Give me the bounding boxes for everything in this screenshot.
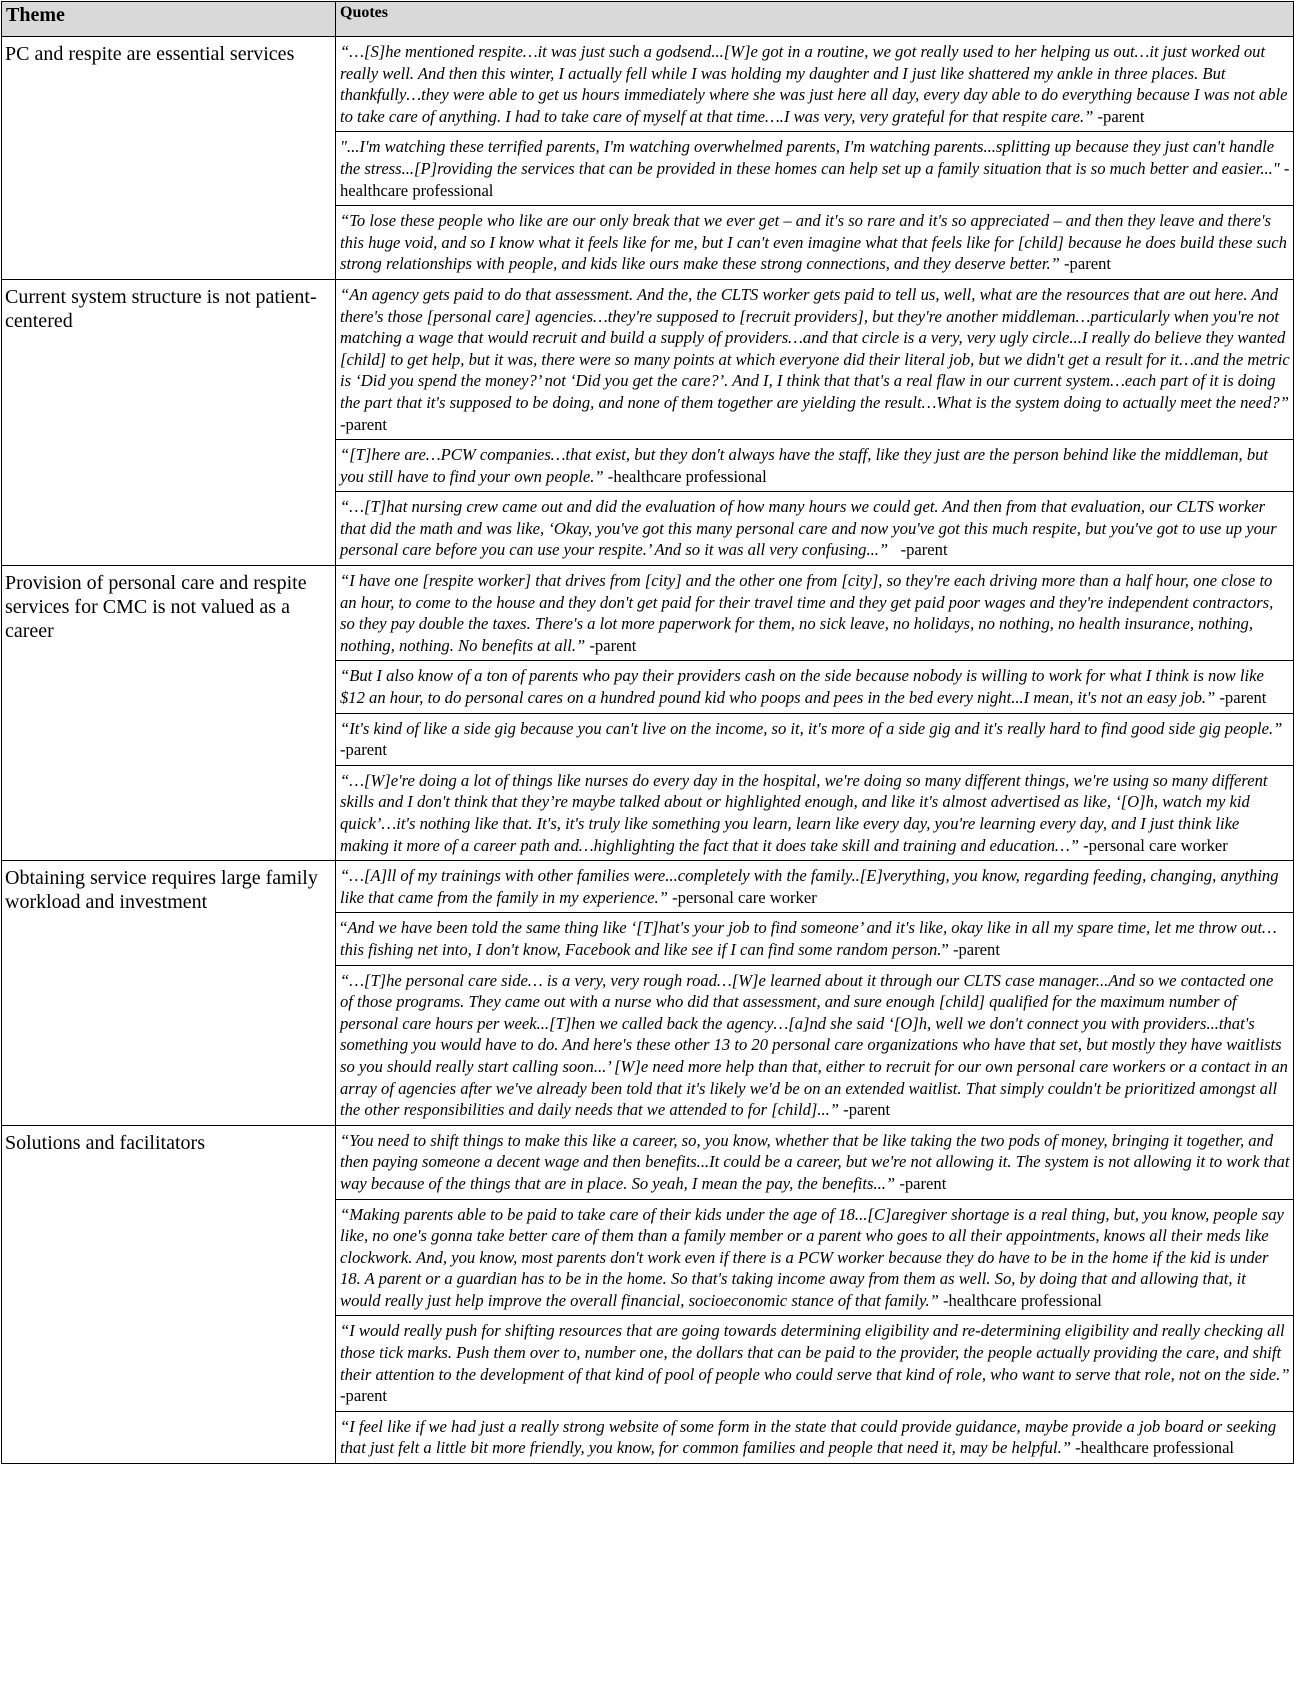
- quote-text: “…[T]hat nursing crew came out and did the evaluation of how many hours we could get. And then from that evaluation, our CLTS worker that did the math and was like, ‘Okay, you've got this many personal care and now you've got this much respite, but you've got to use up your personal care before you can use your respite.’ And so it was all very confusing...”: [340, 497, 1277, 560]
- quote-attribution: -parent: [1093, 106, 1145, 126]
- quote-text: “…[W]e're doing a lot of things like nurses do every day in the hospital, we're doing so many different things, we're using so many different skills and I don't think that they’re maybe talked about or highlighted enough, and like it's almost advertised as like, ‘[O]h, watch my kid quick’…it's nothing like that. It's, it's truly like something you learn, learn like every day, you're learning every day, and I just think like making it more of a career path and…highlighting the fact that it does take skill and training and education…”: [340, 770, 1268, 855]
- quote-attribution: -healthcare professional: [340, 158, 1290, 200]
- quote-cell: [336, 37, 1294, 132]
- quote-text: “I have one [respite worker] that drives from [city] and the other one from [city], so they're each driving more than a half hour, one close to an hour, to come to the house and they don't get paid for their travel time and they get paid poor wages and they're independent contractors, so they pay double the taxes. There's a lot more paperwork for them, no sick leave, no holidays, no nothing, no health insurance, nothing, nothing, nothing. No benefits at all.”: [340, 571, 1274, 655]
- theme-cell: Solutions and facilitators: [2, 1125, 336, 1463]
- quote-attribution: -healthcare professional: [1070, 1438, 1235, 1458]
- quote-attribution: -parent: [1215, 688, 1267, 708]
- quote-text: “It's kind of like a side gig because you can't live on the income, so it, it's more of a side gig and it's really hard to find good side gig people.”: [340, 718, 1283, 738]
- quote-attribution: -parent: [1059, 254, 1112, 274]
- quote-cell: [336, 765, 1294, 860]
- quote-cell: [336, 913, 1294, 965]
- quote-open-mark: “: [340, 918, 348, 938]
- quote-cell: [336, 1199, 1294, 1316]
- theme-cell: Obtaining service requires large family workload and investment: [2, 861, 336, 1126]
- quote-text: “You need to shift things to make this like a career, so, you know, whether that be like taking the two pods of money, bringing it together, and then paying someone a decent wage and then benefits...It could be a career, but we're not allowing it. The system is not allowing it to work that way because of the things that are in place. So yeah, I mean the pay, the benefits...”: [340, 1130, 1290, 1193]
- quote-attribution: -parent: [585, 635, 637, 655]
- theme-cell: Current system structure is not patient-centered: [2, 279, 336, 565]
- quote-cell: [336, 566, 1294, 661]
- quote-text: "...I'm watching these terrified parents, I'm watching overwhelmed parents, I'm watching parents...splitting up because they just can't handle the stress...[P]roviding the services that can be provided in these homes can help set up a family situation that is so much better and easier...": [340, 137, 1280, 178]
- quote-text: “…[A]ll of my trainings with other families were...completely with the family..[E]verything, you know, regarding feeding, changing, anything like that came from the family in my experience.”: [340, 866, 1279, 907]
- quote-attribution: -parent: [839, 1100, 891, 1120]
- quote-cell: [336, 1316, 1294, 1411]
- quote-text: “But I also know of a ton of parents who pay their providers cash on the side because nobody is willing to work for what I think is now like $12 an hour, to do personal cares on a hundred pound kid who poops and pees in the bed every night...I mean, it's not an easy job.”: [340, 666, 1264, 708]
- quote-cell: [336, 661, 1294, 713]
- quote-text: “Making parents able to be paid to take care of their kids under the age of 18...[C]aregiver shortage is a real thing, but, you know, people say like, no one's gonna take better care of them than a family member or a parent who goes to all their appointments, knows all their meds like clockwork. And, you know, most parents don't work even if there is a PCW worker because they do have to be in the home if the kid is under 18. A parent or a guardian has to be in the home. So that's taking income away from them as well. So, by doing that and allowing that, it would really just help improve the overall financial, socioeconomic stance of that family.”: [340, 1204, 1284, 1310]
- quote-text: “…[T]he personal care side… is a very, very rough road…[W]e learned about it through our CLTS case manager...And so we contacted one of those programs. They came out with a nurse who did that assessment, and sure enough [child] qualified for the maximum number of personal care hours per week...[T]hen we called back the agency…[a]nd she said ‘[O]h, well we don't connect you with providers...that's something you would have to do. And here's these other 13 to 20 personal care organizations who have that set, but mostly they have waitlists so you should really start calling soon...’ [W]e need more help than that, either to recruit for our own personal care workers or a contact in an array of agencies after we've already been told that it's likely we'd be on an extended waitlist. That simply couldn't be prioritized amongst all the other responsibilities and daily needs that we attended to for [child]...”: [340, 970, 1288, 1120]
- quote-attribution: -personal care worker: [667, 887, 817, 907]
- quote-cell: [336, 440, 1294, 492]
- quote-cell: [336, 206, 1294, 280]
- quote-attribution: -healthcare professional: [938, 1290, 1102, 1310]
- table-header-row: [2, 2, 1294, 37]
- quote-attribution: -parent: [340, 392, 1294, 434]
- themes-quotes-table: [1, 1, 1294, 1464]
- quote-cell: [336, 861, 1294, 913]
- theme-column-header: Theme: [2, 2, 336, 37]
- quote-attribution: -parent: [340, 1364, 1294, 1406]
- quote-text: “To lose these people who like are our only break that we ever get – and it's so rare and it's so appreciated – and then they leave and there's this huge void, and so I know what it feels like for me, but I can't even imagine what that feels like for [child] because he does build these such strong relationships with people, and kids like ours make these strong connections, and they deserve better.”: [340, 211, 1287, 274]
- quote-attribution: ” -parent: [941, 939, 1000, 959]
- theme-cell: PC and respite are essential services: [2, 37, 336, 280]
- theme-cell: Provision of personal care and respite services for CMC is not valued as a career: [2, 566, 336, 861]
- quotes-column-header: Quotes: [336, 2, 1294, 37]
- quote-text: “An agency gets paid to do that assessment. And the, the CLTS worker gets paid to tell us, well, what are the resources that are out here. And there's those [personal care] agencies…they're supposed to [recruit providers], but they're another middleman…particularly when you're not matching a wage that would recruit and build a supply of providers…and that circle is a very, very ugly circle...I really do believe they wanted [child] to get help, but it was, there were so many points at which everyone did their literal job, but we didn't get a result for it…and the metric is ‘Did you spend the money?’ not ‘Did you get the care?’. And I, I think that that's a real flaw in our current system…each part of it is doing the part that it's supposed to be doing, and none of them together are yielding the result…What is the system doing to actually meet the need?”: [340, 284, 1290, 412]
- table-row: [2, 1125, 1294, 1199]
- table-row: [2, 861, 1294, 913]
- quote-attribution: -parent: [340, 718, 1287, 760]
- table-row: [2, 279, 1294, 439]
- quote-attribution: -parent: [888, 540, 948, 560]
- table-row: [2, 566, 1294, 661]
- quote-cell: [336, 279, 1294, 439]
- quote-text: “[T]here are…PCW companies…that exist, but they don't always have the staff, like they just are the person behind like the middleman, but you still have to find your own people.”: [340, 445, 1269, 486]
- quote-cell: [336, 965, 1294, 1125]
- quote-cell: [336, 713, 1294, 765]
- quote-text: “…[S]he mentioned respite…it was just such a godsend...[W]e got in a routine, we got really used to her helping us out…it just worked out really well. And then this winter, I actually fell while I was holding my daughter and I just like shattered my ankle in three places. But thankfully…they were able to get us hours immediately where she was just here all day, every day able to do everything because I was not able to take care of anything. I had to take care of myself at that time….I was very, very grateful for that respite care.”: [340, 42, 1288, 126]
- quote-attribution: -parent: [895, 1173, 947, 1193]
- quote-cell: [336, 1411, 1294, 1463]
- quote-attribution: -personal care worker: [1078, 835, 1228, 855]
- quote-text: “I feel like if we had just a really strong website of some form in the state that could provide guidance, maybe provide a job board or seeking that just felt a little bit more friendly, you know, for common families and people that need it, may be helpful.”: [340, 1416, 1277, 1458]
- quote-text: “I would really push for shifting resources that are going towards determining eligibility and re-determining eligibility and really checking all those tick marks. Push them over to, number one, the dollars that can be paid to the provider, the people actually providing the care, and shift their attention to the development of that kind of pool of people who could serve that kind of role, who want to serve that role, not on the side.”: [340, 1321, 1290, 1384]
- table-row: [2, 37, 1294, 132]
- quote-cell: [336, 492, 1294, 566]
- quote-cell: [336, 132, 1294, 206]
- quote-text: And we have been told the same thing like ‘[T]hat's your job to find someone’ and it's like, okay like in all my spare time, let me throw out…this fishing net into, I don't know, Facebook and like see if I can find some random person.: [340, 918, 1277, 959]
- quote-cell: [336, 1125, 1294, 1199]
- quote-attribution: -healthcare professional: [603, 466, 767, 486]
